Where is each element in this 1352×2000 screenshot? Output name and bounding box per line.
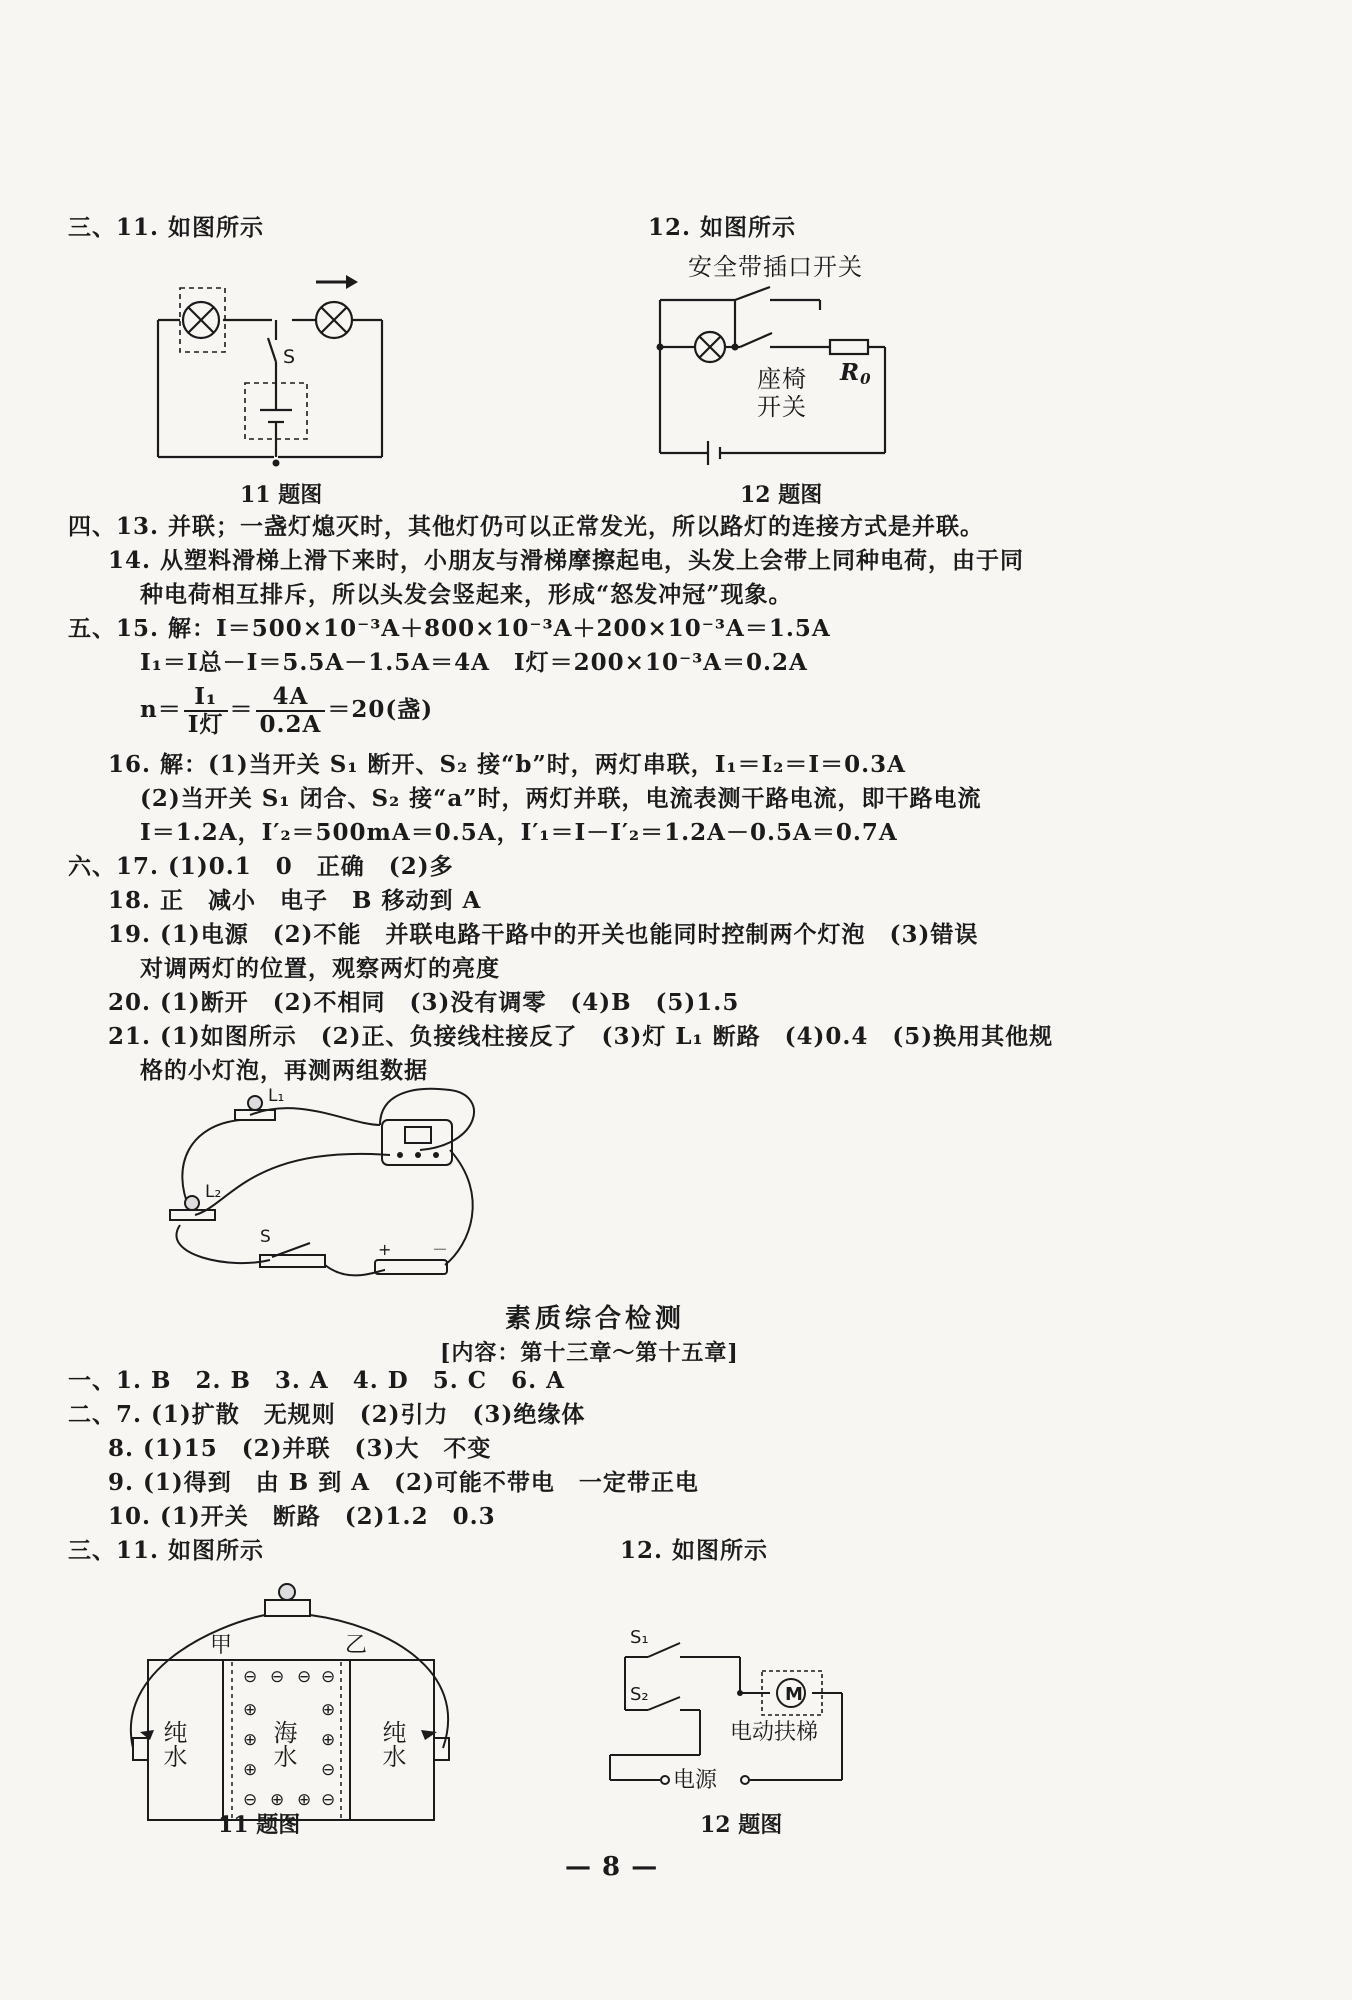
fig21-switch-label: S bbox=[260, 1227, 271, 1247]
fig21-plus-label: + bbox=[378, 1240, 392, 1259]
answer-q19-line2: 对调两灯的位置，观察两灯的亮度 bbox=[140, 955, 500, 982]
s2-fig11-middle-label: 海水 bbox=[269, 1720, 297, 1768]
answer-q16-line1: 16. 解：(1)当开关 S₁ 断开、S₂ 接“b”时，两灯串联，I₁＝I₂＝I＝0.3A bbox=[108, 751, 907, 778]
fig21-l2-label: L₂ bbox=[205, 1182, 222, 1202]
fig12-seatbelt-switch-label: 安全带插口开关 bbox=[688, 253, 863, 281]
svg-text:⊖: ⊖ bbox=[321, 1790, 336, 1810]
answer-q21-line2: 格的小灯泡，再测两组数据 bbox=[140, 1057, 428, 1084]
answer-q15-line1: 五、15. 解：I＝500×10⁻³A＋800×10⁻³A＋200×10⁻³A＝1.5A bbox=[68, 615, 831, 642]
answer-q15-line2: I₁＝I总－I＝5.5A－1.5A＝4A I灯＝200×10⁻³A＝0.2A bbox=[140, 649, 808, 676]
answer-s2-q9: 9. (1)得到 由 B 到 A (2)可能不带电 一定带正电 bbox=[108, 1469, 699, 1496]
fig12-r0-label: $R_0$ bbox=[840, 359, 872, 388]
s2-fig11-right-label: 纯水 bbox=[378, 1720, 406, 1768]
answer-q21-line1: 21. (1)如图所示 (2)正、负接线柱接反了 (3)灯 L₁ 断路 (4)0.4 (5)换用其他规 bbox=[108, 1023, 1054, 1050]
fig12-caption: 12 题图 bbox=[740, 482, 823, 508]
answer-q16-line3: I＝1.2A，I′₂＝500mA＝0.5A，I′₁＝I－I′₂＝1.2A－0.5A＝0.7A bbox=[140, 819, 898, 846]
s2-fig12-s2-label: S₂ bbox=[630, 1684, 649, 1705]
s2-q12-heading: 12. 如图所示 bbox=[620, 1537, 769, 1564]
q15-fraction-2: $\frac{4A}{0.2A}$ bbox=[256, 684, 326, 738]
fig12-seat-switch-label-line2: 开关 bbox=[757, 393, 807, 421]
svg-text:⊖: ⊖ bbox=[321, 1760, 336, 1780]
answer-q20: 20. (1)断开 (2)不相同 (3)没有调零 (4)B (5)1.5 bbox=[108, 989, 740, 1016]
s2-fig12-power-label: 电源 bbox=[673, 1768, 718, 1793]
s2-fig12-caption: 12 题图 bbox=[700, 1812, 783, 1838]
answer-s2-q1-6: 一、1. B 2. B 3. A 4. D 5. C 6. A bbox=[68, 1367, 565, 1394]
s2-fig11-yi-label: 乙 bbox=[345, 1633, 368, 1658]
svg-text:⊕: ⊕ bbox=[321, 1730, 336, 1750]
answer-q14-line2: 种电荷相互排斥，所以头发会竖起来，形成“怒发冲冠”现象。 bbox=[140, 581, 793, 608]
fig21-l1-label: L₁ bbox=[268, 1086, 285, 1106]
answer-q14-line1: 14. 从塑料滑梯上滑下来时，小朋友与滑梯摩擦起电，头发上会带上同种电荷，由于同 bbox=[108, 547, 1025, 574]
fig21-physical-circuit bbox=[150, 1085, 500, 1295]
svg-text:⊕: ⊕ bbox=[321, 1700, 336, 1720]
fig12-seat-switch-label-line1: 座椅 bbox=[757, 365, 807, 393]
answer-q16-line2: (2)当开关 S₁ 闭合、S₂ 接“a”时，两灯并联，电流表测干路电流，即干路电流 bbox=[140, 785, 982, 812]
fig11-circuit-diagram bbox=[140, 270, 400, 470]
svg-text:⊕: ⊕ bbox=[243, 1730, 258, 1750]
answer-q19-line1: 19. (1)电源 (2)不能 并联电路干路中的开关也能同时控制两个灯泡 (3)错误 bbox=[108, 921, 979, 948]
answer-s2-q8: 8. (1)15 (2)并联 (3)大 不变 bbox=[108, 1435, 492, 1462]
fig21-minus-label: － bbox=[432, 1240, 449, 1259]
svg-text:⊖: ⊖ bbox=[321, 1667, 336, 1687]
svg-text:⊖: ⊖ bbox=[297, 1667, 312, 1687]
svg-text:⊕: ⊕ bbox=[297, 1790, 312, 1810]
q15-fraction-1: $\frac{\text{I₁}}{\text{I灯}}$ bbox=[184, 684, 228, 738]
q11-heading: 三、11. 如图所示 bbox=[68, 214, 265, 241]
q12-heading: 12. 如图所示 bbox=[648, 214, 797, 241]
answer-s2-q7: 二、7. (1)扩散 无规则 (2)引力 (3)绝缘体 bbox=[68, 1401, 586, 1428]
s2-fig11-jia-label: 甲 bbox=[210, 1633, 233, 1658]
answer-q18: 18. 正 减小 电子 B 移动到 A bbox=[108, 887, 482, 914]
svg-text:⊕: ⊕ bbox=[270, 1790, 285, 1810]
section2-range: [内容：第十三章～第十五章] bbox=[440, 1340, 739, 1366]
s2-fig12-motor-label: M bbox=[785, 1684, 803, 1705]
s2-q11-heading: 三、11. 如图所示 bbox=[68, 1537, 265, 1564]
svg-text:⊖: ⊖ bbox=[243, 1667, 258, 1687]
answer-q17: 六、17. (1)0.1 0 正确 (2)多 bbox=[68, 853, 454, 880]
s2-fig12-s1-label: S₁ bbox=[630, 1627, 649, 1648]
answer-q15-line3: n＝ $\frac{\text{I₁}}{\text{I灯}}$ ＝ $\frac{4A}{0.2A}$ ＝20(盏) bbox=[140, 683, 434, 738]
q15-n-label: n＝ bbox=[140, 696, 182, 723]
answer-s2-q10: 10. (1)开关 断路 (2)1.2 0.3 bbox=[108, 1503, 496, 1530]
s2-fig11-caption: 11 题图 bbox=[218, 1812, 301, 1838]
section2-title: 素质综合检测 bbox=[505, 1304, 686, 1334]
answer-q13: 四、13. 并联；一盏灯熄灭时，其他灯仍可以正常发光，所以路灯的连接方式是并联。 bbox=[68, 513, 985, 540]
q15-result: ＝20(盏) bbox=[327, 696, 434, 723]
fig11-switch-label: S bbox=[283, 346, 296, 368]
s2-fig12-escalator-label: 电动扶梯 bbox=[730, 1720, 819, 1745]
fig11-caption: 11 题图 bbox=[240, 482, 323, 508]
page-number: — 8 — bbox=[565, 1852, 659, 1882]
s2-fig11-water-diagram bbox=[125, 1570, 465, 1830]
svg-text:⊖: ⊖ bbox=[243, 1790, 258, 1810]
s2-fig12-escalator-circuit bbox=[600, 1615, 860, 1800]
svg-text:⊕: ⊕ bbox=[243, 1760, 258, 1780]
svg-text:⊖: ⊖ bbox=[270, 1667, 285, 1687]
svg-text:⊕: ⊕ bbox=[243, 1700, 258, 1720]
s2-fig11-left-label: 纯水 bbox=[159, 1720, 187, 1768]
